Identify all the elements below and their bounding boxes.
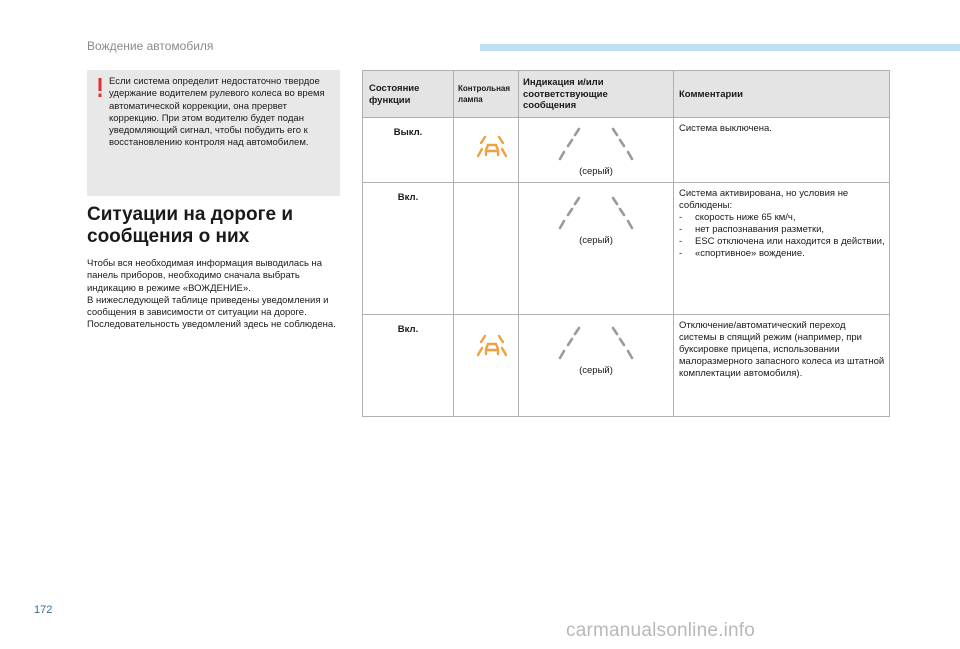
table-row	[363, 315, 889, 416]
warning-note	[87, 70, 340, 196]
comment-text: Система выключена.	[679, 123, 772, 134]
indication-label: (серый)	[579, 166, 613, 177]
table-header	[363, 71, 889, 118]
bullet-item: - ESC отключена или находится в действии,	[679, 236, 885, 247]
bullet-item: - «спортивное» вождение.	[679, 248, 805, 259]
chapter-color-bar	[480, 44, 960, 51]
chapter-title: Вождение автомобиля	[87, 39, 214, 53]
lane-lines-icon	[546, 126, 646, 164]
status-table	[362, 70, 890, 417]
comment-text: Система активирована, но условия не соблюдены:	[679, 188, 849, 211]
indication-label: (серый)	[579, 235, 613, 246]
exclamation-icon	[96, 78, 104, 98]
comment-cell	[679, 320, 885, 380]
bullet-text: «спортивное» вождение.	[695, 248, 805, 259]
bullet-text: скорость ниже 65 км/ч,	[695, 212, 796, 223]
header-comments: Комментарии	[679, 89, 743, 100]
state-cell: Вкл.	[397, 192, 419, 203]
intro-paragraph: Чтобы вся необходимая информация выводилась на панель приборов, необходимо сначала выбрать индикацию в режиме «ВОЖДЕНИЕ».	[87, 258, 323, 294]
lane-lines-icon	[546, 195, 646, 233]
header-indication: Индикация и/или соответствующие сообщения	[523, 77, 608, 111]
bullet-text: нет распознавания разметки,	[695, 224, 825, 235]
lane-assist-orange-icon	[475, 128, 509, 162]
comment-cell	[679, 123, 885, 135]
table-row	[363, 118, 889, 182]
state-cell: Выкл.	[393, 127, 423, 138]
intro-text	[87, 258, 342, 332]
intro-paragraph: В нижеследующей таблице приведены уведомления и сообщения в зависимости от ситуации на дороге. Последовательность уведомлений здесь не соблюдена.	[87, 294, 336, 331]
comment-text: Отключение/автоматический переход системы в спящий режим (например, при буксировке прицепа, использовании малоразмерного запасного колеса из штатной комплектации автомобиля).	[679, 320, 885, 379]
warning-text: Если система определит недостаточно твердое удержание водителем рулевого колеса во время автоматической коррекции, она прервет коррекцию. При этом водителю будет подан уведомляющий сигнал, чтобы побудить его к восстановлению контроля над автомобилем.	[109, 76, 325, 149]
lane-assist-orange-icon	[475, 327, 509, 361]
table-row	[363, 183, 889, 313]
comment-cell	[679, 188, 885, 260]
bullet-item: - нет распознавания разметки,	[679, 224, 825, 235]
bullet-item: - скорость ниже 65 км/ч,	[679, 212, 796, 223]
page-number: 172	[34, 604, 53, 616]
bullet-text: ESC отключена или находится в действии,	[695, 236, 885, 247]
header-state: Состояние функции	[369, 83, 420, 106]
watermark: carmanualsonline.info	[566, 620, 756, 641]
state-cell: Вкл.	[397, 324, 419, 335]
section-heading: Ситуации на дороге и сообщения о них	[87, 204, 294, 247]
lane-lines-icon	[546, 325, 646, 363]
indication-label: (серый)	[579, 365, 613, 376]
header-lamp: Контрольная лампа	[458, 84, 511, 104]
